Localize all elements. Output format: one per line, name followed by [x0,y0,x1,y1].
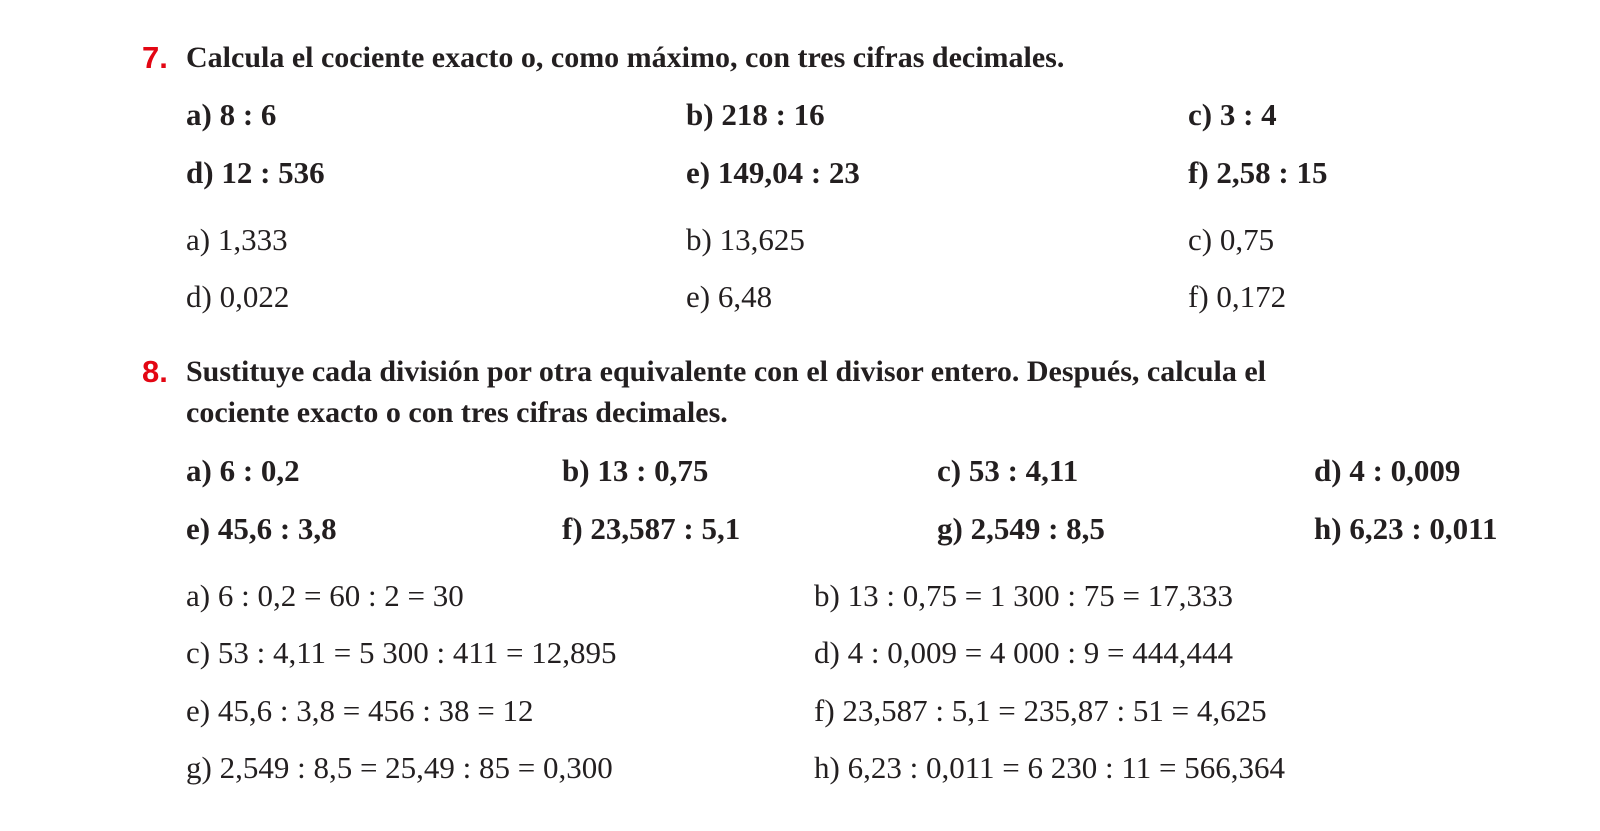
solution-value: 6,23 : 0,011 = 6 230 : 11 = 566,364 [847,750,1285,785]
solution-value: 13,625 [719,222,805,257]
solution-label: b) [814,578,840,613]
problem-label: f) [1188,155,1209,190]
solution-value: 0,75 [1219,222,1275,257]
problem-label: d) [1314,453,1342,488]
problem-expression: 45,6 : 3,8 [217,511,337,546]
solution-label: f) [814,693,835,728]
solution-value: 1,333 [217,222,288,257]
ex8-solution-h [814,752,1285,783]
solution-value: 13 : 0,75 = 1 300 : 75 = 17,333 [847,578,1234,613]
ex7-problem-c [1188,99,1277,130]
solution-label: f) [1188,279,1209,314]
exercise-7-number: 7. [142,40,168,75]
problem-expression: 53 : 4,11 [968,453,1079,488]
ex7-problem-d [186,157,325,188]
problem-label: b) [562,453,590,488]
problem-label: a) [186,97,212,132]
ex7-problem-b [686,99,825,130]
solution-label: e) [686,279,711,314]
problem-expression: 149,04 : 23 [717,155,860,190]
ex8-problem-g [937,513,1105,544]
solution-value: 0,172 [1216,279,1287,314]
solution-label: a) [186,578,211,613]
ex8-problem-e [186,513,337,544]
solution-label: d) [814,635,840,670]
problem-expression: 6,23 : 0,011 [1349,511,1498,546]
ex8-problem-b [562,455,708,486]
solution-value: 4 : 0,009 = 4 000 : 9 = 444,444 [847,635,1234,670]
problem-label: c) [1188,97,1213,132]
problem-expression: 4 : 0,009 [1349,453,1461,488]
solution-value: 0,022 [219,279,290,314]
ex8-solution-g [186,752,613,783]
problem-label: b) [686,97,714,132]
solution-label: h) [814,750,840,785]
problem-label: e) [686,155,711,190]
exercise-7-statement: Calcula el cociente exacto o, como máximo, con tres cifras decimales. [186,41,1065,74]
solution-label: a) [186,222,211,257]
ex7-solution-a [186,224,288,255]
problem-label: e) [186,511,211,546]
problem-label: f) [562,511,583,546]
ex7-problem-f [1188,157,1327,188]
ex8-solution-a [186,580,464,611]
problem-expression: 2,549 : 8,5 [970,511,1105,546]
problem-expression: 23,587 : 5,1 [590,511,741,546]
solution-label: c) [1188,222,1213,257]
ex8-problem-a [186,455,300,486]
solution-value: 2,549 : 8,5 = 25,49 : 85 = 0,300 [219,750,613,785]
solution-label: e) [186,693,211,728]
solution-label: c) [186,635,211,670]
problem-label: h) [1314,511,1342,546]
ex7-problem-e [686,157,860,188]
ex8-problem-d [1314,455,1460,486]
ex8-solution-b [814,580,1233,611]
problem-expression: 12 : 536 [221,155,325,190]
solution-value: 6,48 [717,279,773,314]
ex8-problem-c [937,455,1078,486]
solution-value: 53 : 4,11 = 5 300 : 411 = 12,895 [217,635,617,670]
solution-value: 23,587 : 5,1 = 235,87 : 51 = 4,625 [842,693,1267,728]
problem-label: d) [186,155,214,190]
problem-expression: 3 : 4 [1219,97,1277,132]
ex8-problem-h [1314,513,1497,544]
problem-expression: 8 : 6 [219,97,277,132]
ex8-solution-c [186,637,616,668]
ex7-solution-b [686,224,805,255]
exercise-8-statement-line-1: Sustituye cada división por otra equivalente con el divisor entero. Después, calcula el [186,355,1267,388]
solution-value: 6 : 0,2 = 60 : 2 = 30 [217,578,464,613]
solution-value: 45,6 : 3,8 = 456 : 38 = 12 [217,693,534,728]
problem-expression: 6 : 0,2 [219,453,300,488]
problem-label: c) [937,453,962,488]
ex8-solution-f [814,695,1267,726]
ex7-solution-d [186,281,289,312]
problem-expression: 13 : 0,75 [597,453,709,488]
problem-label: a) [186,453,212,488]
ex8-problem-f [562,513,740,544]
ex7-problem-a [186,99,276,130]
solution-label: d) [186,279,212,314]
ex7-solution-c [1188,224,1274,255]
solution-label: b) [686,222,712,257]
ex7-solution-e [686,281,772,312]
solution-label: g) [186,750,212,785]
ex7-solution-f [1188,281,1286,312]
ex8-solution-e [186,695,534,726]
exercise-8-statement-line-2: cociente exacto o con tres cifras decimales. [186,396,728,429]
problem-label: g) [937,511,963,546]
ex8-solution-d [814,637,1233,668]
problem-expression: 218 : 16 [721,97,825,132]
problem-expression: 2,58 : 15 [1216,155,1328,190]
exercise-8-number: 8. [142,354,168,389]
